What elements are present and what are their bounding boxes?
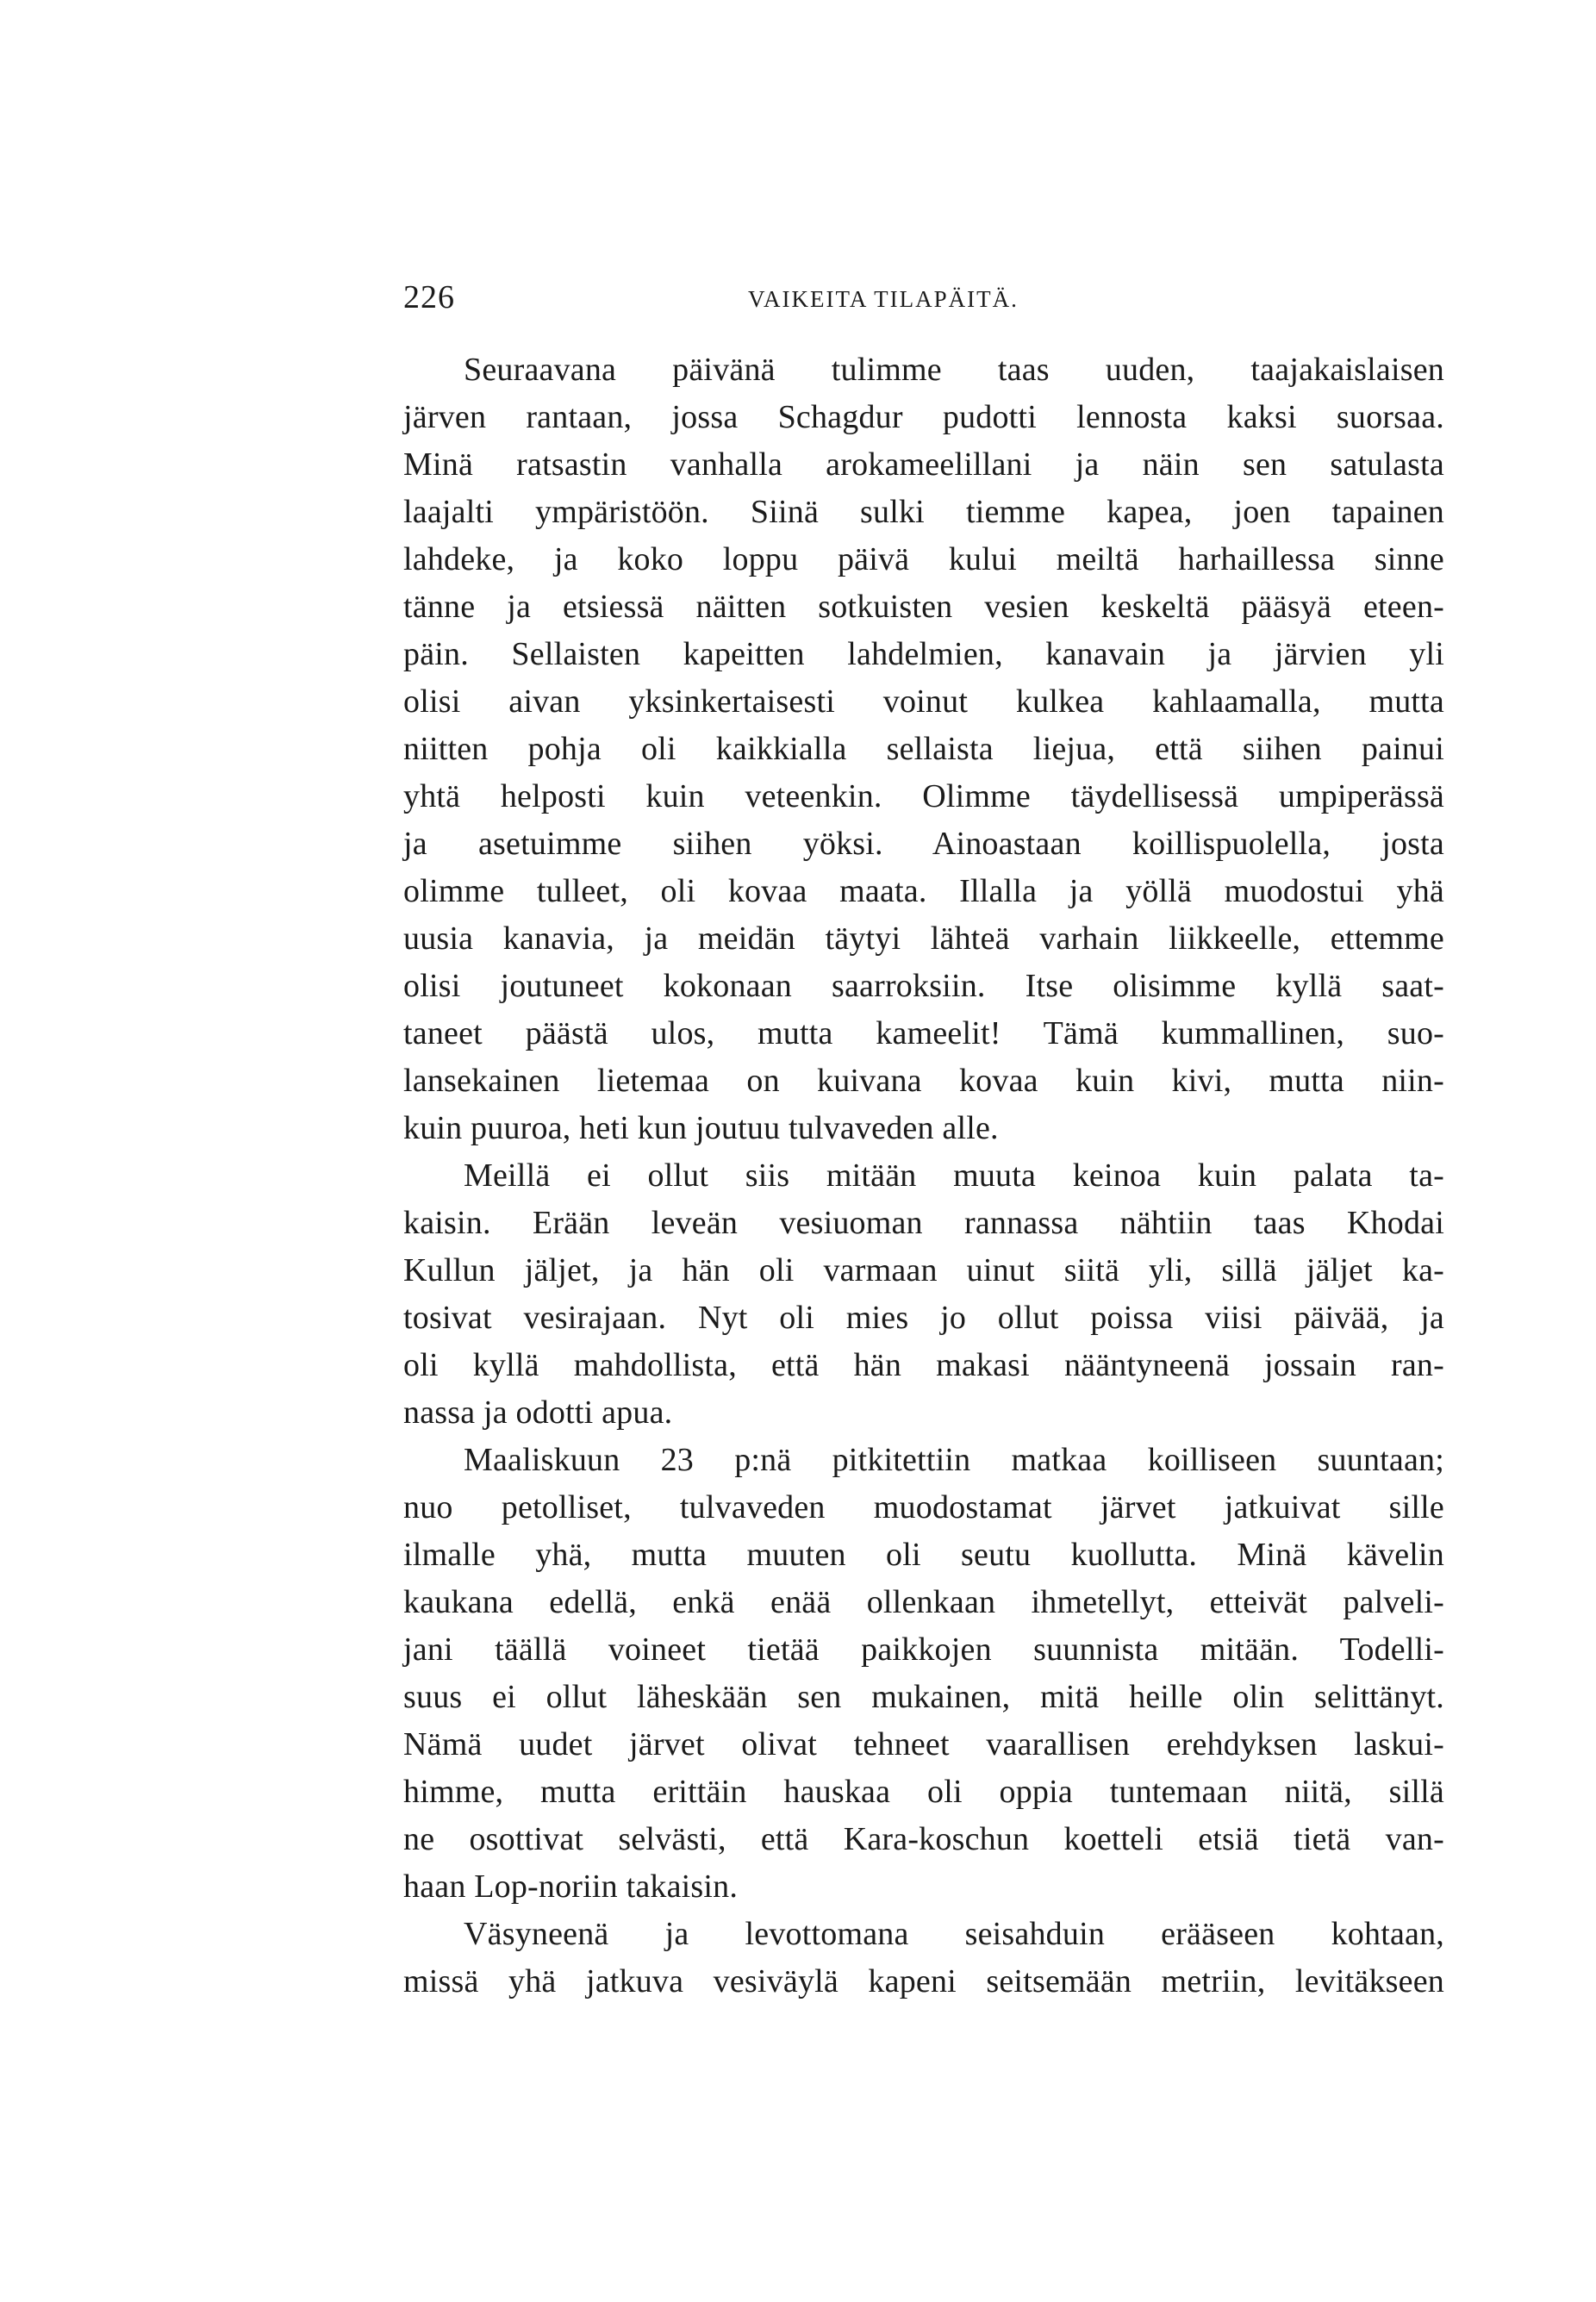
text-line: jani täällä voineet tietää paikkojen suunnista mitään. Todelli- [403,1631,1444,1668]
text-line: Kullun jäljet, ja hän oli varmaan uinut siitä yli, sillä jäljet ka- [403,1252,1444,1288]
text-line: olimme tulleet, oli kovaa maata. Illalla ja yöllä muodostui yhä [403,873,1444,909]
book-page [403,276,1444,2006]
text-line: suus ei ollut läheskään sen mukainen, mitä heille olin selittänyt. [403,1679,1444,1715]
text-line: järven rantaan, jossa Schagdur pudotti lennosta kaksi suorsaa. [403,399,1444,435]
text-line: nuo petolliset, tulvaveden muodostamat järvet jatkuivat sille [403,1489,1444,1525]
text-line: Meillä ei ollut siis mitään muuta keinoa kuin palata ta- [464,1157,1444,1194]
text-line: päin. Sellaisten kapeitten lahdelmien, kanavain ja järvien yli [403,636,1444,672]
text-line: taneet päästä ulos, mutta kameelit! Tämä kummallinen, suo- [403,1015,1444,1051]
body-text [403,346,1444,2006]
text-line: tosivat vesirajaan. Nyt oli mies jo ollut poissa viisi päivää, ja [403,1300,1444,1336]
paragraph [403,1437,1444,1911]
text-line: missä yhä jatkuva vesiväylä kapeni seitsemään metriin, levitäkseen [403,1963,1444,1999]
text-line: kuin puuroa, heti kun joutuu tulvaveden alle. [403,1110,999,1146]
text-line: haan Lop-noriin takaisin. [403,1868,739,1905]
paragraph [403,1911,1444,2006]
text-line: Seuraavana päivänä tulimme taas uuden, taajakaislaisen [464,352,1444,388]
text-line: lansekainen lietemaa on kuivana kovaa kuin kivi, mutta niin- [403,1063,1444,1099]
text-line: nassa ja odotti apua. [403,1394,673,1431]
text-line: olisi aivan yksinkertaisesti voinut kulkea kahlaamalla, mutta [403,683,1444,720]
text-line: uusia kanavia, ja meidän täytyi lähteä varhain liikkeelle, ettemme [403,920,1444,957]
text-line: ne osottivat selvästi, että Kara-koschun koetteli etsiä tietä van- [403,1821,1444,1857]
text-line: kaukana edellä, enkä enää ollenkaan ihmetellyt, etteivät palveli- [403,1584,1444,1620]
text-line: Nämä uudet järvet olivat tehneet vaarallisen erehdyksen laskui- [403,1726,1444,1762]
text-line: yhtä helposti kuin veteenkin. Olimme täydellisessä umpiperässä [403,778,1444,814]
text-line: kaisin. Erään leveän vesiuoman rannassa nähtiin taas Khodai [403,1205,1444,1241]
running-head [403,276,1444,319]
paragraph [403,346,1444,1152]
text-line: lahdeke, ja koko loppu päivä kului meiltä harhaillessa sinne [403,541,1444,577]
text-line: tänne ja etsiessä näitten sotkuisten vesien keskeltä pääsyä eteen- [403,589,1444,625]
text-line: Maaliskuun 23 p:nä pitkitettiin matkaa koilliseen suuntaan; [464,1442,1444,1478]
text-line: niitten pohja oli kaikkialla sellaista liejua, että siihen painui [403,731,1444,767]
text-line: oli kyllä mahdollista, että hän makasi nääntyneenä jossain ran- [403,1347,1444,1383]
running-title: VAIKEITA TILAPÄITÄ. [748,286,1019,312]
text-line: himme, mutta erittäin hauskaa oli oppia tuntemaan niitä, sillä [403,1774,1444,1810]
text-line: laajalti ympäristöön. Siinä sulki tiemme kapea, joen tapainen [403,494,1444,530]
text-line: ilmalle yhä, mutta muuten oli seutu kuollutta. Minä kävelin [403,1537,1444,1573]
text-line: Minä ratsastin vanhalla arokameelillani ja näin sen satulasta [403,446,1444,483]
text-line: Väsyneenä ja levottomana seisahduin erääseen kohtaan, [464,1916,1444,1952]
paragraph [403,1152,1444,1437]
page-number: 226 [403,279,455,315]
text-line: ja asetuimme siihen yöksi. Ainoastaan koillispuolella, josta [403,826,1444,862]
text-line: olisi joutuneet kokonaan saarroksiin. Itse olisimme kyllä saat- [403,968,1444,1004]
